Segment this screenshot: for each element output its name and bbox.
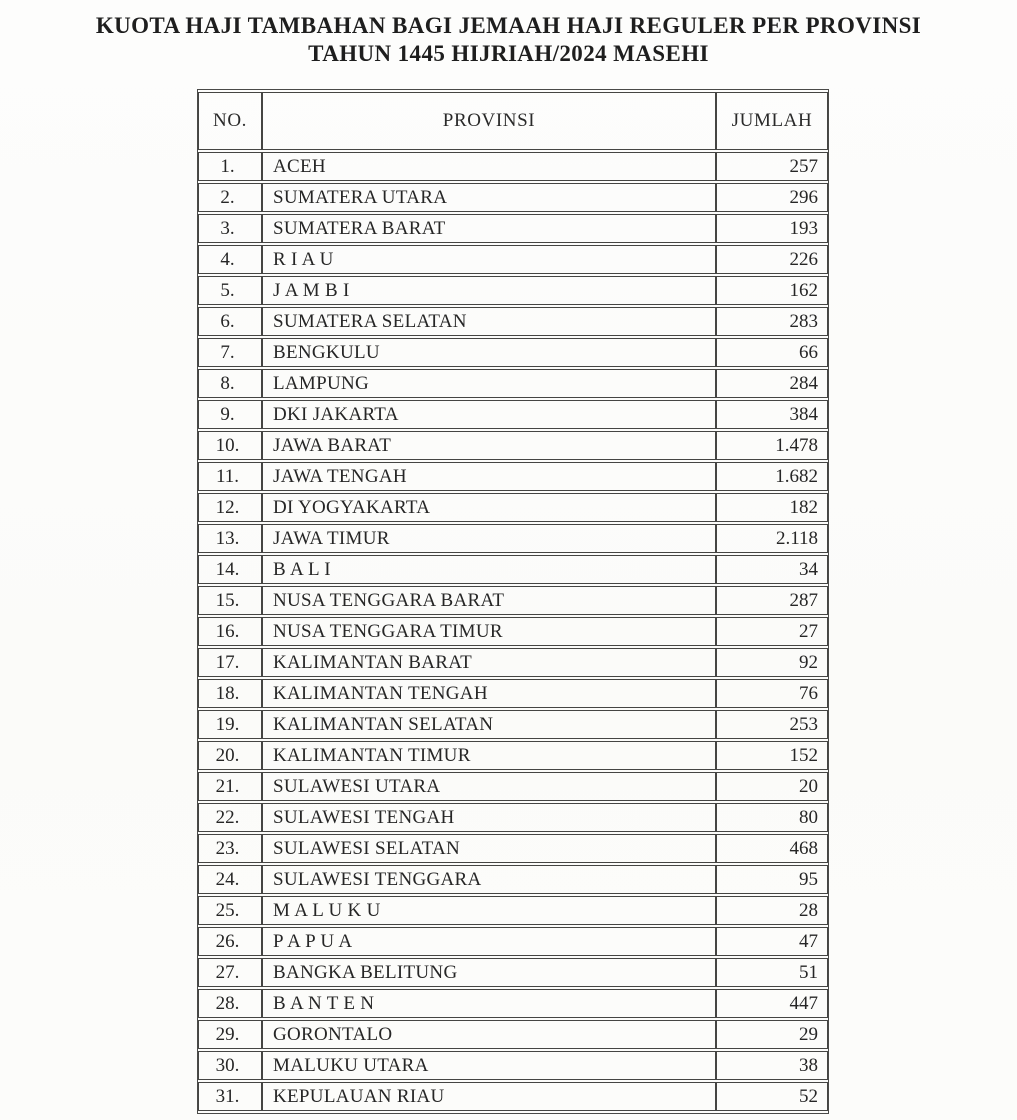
cell-row-number: 15.: [198, 586, 262, 615]
cell-province-name: KALIMANTAN TIMUR: [262, 741, 716, 770]
cell-province-name: LAMPUNG: [262, 369, 716, 398]
table-row: [198, 276, 828, 305]
province-quota-table: [197, 89, 829, 1114]
cell-row-number: 5.: [198, 276, 262, 305]
cell-province-name: B A N T E N: [262, 989, 716, 1018]
table-row: [198, 958, 828, 987]
cell-quota-value: 80: [716, 803, 828, 832]
cell-quota-value: 447: [716, 989, 828, 1018]
cell-province-name: SUMATERA UTARA: [262, 183, 716, 212]
table-row: [198, 493, 828, 522]
cell-row-number: 18.: [198, 679, 262, 708]
cell-row-number: 9.: [198, 400, 262, 429]
cell-province-name: KALIMANTAN BARAT: [262, 648, 716, 677]
cell-row-number: 8.: [198, 369, 262, 398]
cell-quota-value: 2.118: [716, 524, 828, 553]
cell-quota-value: 34: [716, 555, 828, 584]
table-row: [198, 400, 828, 429]
cell-row-number: 17.: [198, 648, 262, 677]
cell-province-name: JAWA TIMUR: [262, 524, 716, 553]
cell-quota-value: 384: [716, 400, 828, 429]
table-row: [198, 152, 828, 181]
cell-row-number: 21.: [198, 772, 262, 801]
cell-province-name: J A M B I: [262, 276, 716, 305]
cell-province-name: BANGKA BELITUNG: [262, 958, 716, 987]
cell-province-name: JAWA BARAT: [262, 431, 716, 460]
cell-row-number: 7.: [198, 338, 262, 367]
cell-province-name: KALIMANTAN SELATAN: [262, 710, 716, 739]
cell-province-name: ACEH: [262, 152, 716, 181]
table-row: [198, 617, 828, 646]
cell-row-number: 4.: [198, 245, 262, 274]
cell-quota-value: 92: [716, 648, 828, 677]
cell-province-name: SULAWESI SELATAN: [262, 834, 716, 863]
cell-row-number: 22.: [198, 803, 262, 832]
table-row: [198, 183, 828, 212]
table-row: [198, 648, 828, 677]
table-row: [198, 989, 828, 1018]
table-row: [198, 555, 828, 584]
cell-quota-value: 296: [716, 183, 828, 212]
cell-province-name: MALUKU UTARA: [262, 1051, 716, 1080]
table-row: [198, 772, 828, 801]
cell-quota-value: 257: [716, 152, 828, 181]
cell-quota-value: 226: [716, 245, 828, 274]
table-row: [198, 1051, 828, 1080]
table-row: [198, 245, 828, 274]
cell-province-name: SULAWESI TENGGARA: [262, 865, 716, 894]
column-header-provinsi: PROVINSI: [262, 92, 716, 150]
table-row: [198, 338, 828, 367]
cell-row-number: 30.: [198, 1051, 262, 1080]
cell-province-name: DI YOGYAKARTA: [262, 493, 716, 522]
cell-province-name: M A L U K U: [262, 896, 716, 925]
cell-quota-value: 287: [716, 586, 828, 615]
table-row: [198, 896, 828, 925]
cell-quota-value: 95: [716, 865, 828, 894]
cell-row-number: 24.: [198, 865, 262, 894]
table-row: [198, 1082, 828, 1111]
cell-row-number: 14.: [198, 555, 262, 584]
cell-quota-value: 52: [716, 1082, 828, 1111]
cell-quota-value: 152: [716, 741, 828, 770]
cell-row-number: 16.: [198, 617, 262, 646]
cell-row-number: 23.: [198, 834, 262, 863]
cell-province-name: SULAWESI TENGAH: [262, 803, 716, 832]
cell-row-number: 27.: [198, 958, 262, 987]
cell-province-name: GORONTALO: [262, 1020, 716, 1049]
cell-quota-value: 193: [716, 214, 828, 243]
table-row: [198, 586, 828, 615]
cell-row-number: 31.: [198, 1082, 262, 1111]
cell-row-number: 2.: [198, 183, 262, 212]
table-header: [198, 92, 828, 150]
cell-row-number: 6.: [198, 307, 262, 336]
table-row: [198, 834, 828, 863]
cell-province-name: JAWA TENGAH: [262, 462, 716, 491]
table-row: [198, 1020, 828, 1049]
cell-row-number: 20.: [198, 741, 262, 770]
table-row: [198, 679, 828, 708]
cell-quota-value: 253: [716, 710, 828, 739]
table-row: [198, 741, 828, 770]
cell-quota-value: 284: [716, 369, 828, 398]
cell-quota-value: 38: [716, 1051, 828, 1080]
cell-quota-value: 283: [716, 307, 828, 336]
cell-row-number: 26.: [198, 927, 262, 956]
cell-row-number: 3.: [198, 214, 262, 243]
cell-quota-value: 76: [716, 679, 828, 708]
table-row: [198, 524, 828, 553]
cell-row-number: 28.: [198, 989, 262, 1018]
cell-row-number: 10.: [198, 431, 262, 460]
cell-quota-value: 1.682: [716, 462, 828, 491]
table-row: [198, 865, 828, 894]
table-row: [198, 369, 828, 398]
cell-row-number: 11.: [198, 462, 262, 491]
cell-province-name: KALIMANTAN TENGAH: [262, 679, 716, 708]
cell-quota-value: 66: [716, 338, 828, 367]
table-row: [198, 307, 828, 336]
cell-quota-value: 182: [716, 493, 828, 522]
table-row: [198, 803, 828, 832]
table-row: [198, 462, 828, 491]
cell-row-number: 1.: [198, 152, 262, 181]
cell-province-name: KEPULAUAN RIAU: [262, 1082, 716, 1111]
cell-province-name: P A P U A: [262, 927, 716, 956]
column-header-no: NO.: [198, 92, 262, 150]
cell-row-number: 25.: [198, 896, 262, 925]
document-title-line1: KUOTA HAJI TAMBAHAN BAGI JEMAAH HAJI REGULER PER PROVINSI: [95, 13, 922, 38]
table-row: [198, 431, 828, 460]
cell-quota-value: 28: [716, 896, 828, 925]
cell-row-number: 19.: [198, 710, 262, 739]
cell-quota-value: 20: [716, 772, 828, 801]
table-row: [198, 927, 828, 956]
cell-quota-value: 47: [716, 927, 828, 956]
cell-province-name: SULAWESI UTARA: [262, 772, 716, 801]
table-body: [198, 152, 828, 1111]
cell-quota-value: 1.478: [716, 431, 828, 460]
cell-province-name: SUMATERA BARAT: [262, 214, 716, 243]
document-title: [0, 0, 1017, 68]
table-header-row: [198, 92, 828, 150]
column-header-jumlah: JUMLAH: [716, 92, 828, 150]
cell-province-name: SUMATERA SELATAN: [262, 307, 716, 336]
cell-province-name: NUSA TENGGARA BARAT: [262, 586, 716, 615]
document-title-line2: TAHUN 1445 HIJRIAH/2024 MASEHI: [308, 41, 709, 66]
cell-quota-value: 27: [716, 617, 828, 646]
cell-province-name: B A L I: [262, 555, 716, 584]
cell-province-name: BENGKULU: [262, 338, 716, 367]
cell-province-name: NUSA TENGGARA TIMUR: [262, 617, 716, 646]
table-row: [198, 710, 828, 739]
table-row: [198, 214, 828, 243]
cell-quota-value: 162: [716, 276, 828, 305]
cell-row-number: 29.: [198, 1020, 262, 1049]
cell-row-number: 12.: [198, 493, 262, 522]
cell-quota-value: 51: [716, 958, 828, 987]
cell-quota-value: 468: [716, 834, 828, 863]
cell-province-name: R I A U: [262, 245, 716, 274]
cell-quota-value: 29: [716, 1020, 828, 1049]
cell-row-number: 13.: [198, 524, 262, 553]
cell-province-name: DKI JAKARTA: [262, 400, 716, 429]
